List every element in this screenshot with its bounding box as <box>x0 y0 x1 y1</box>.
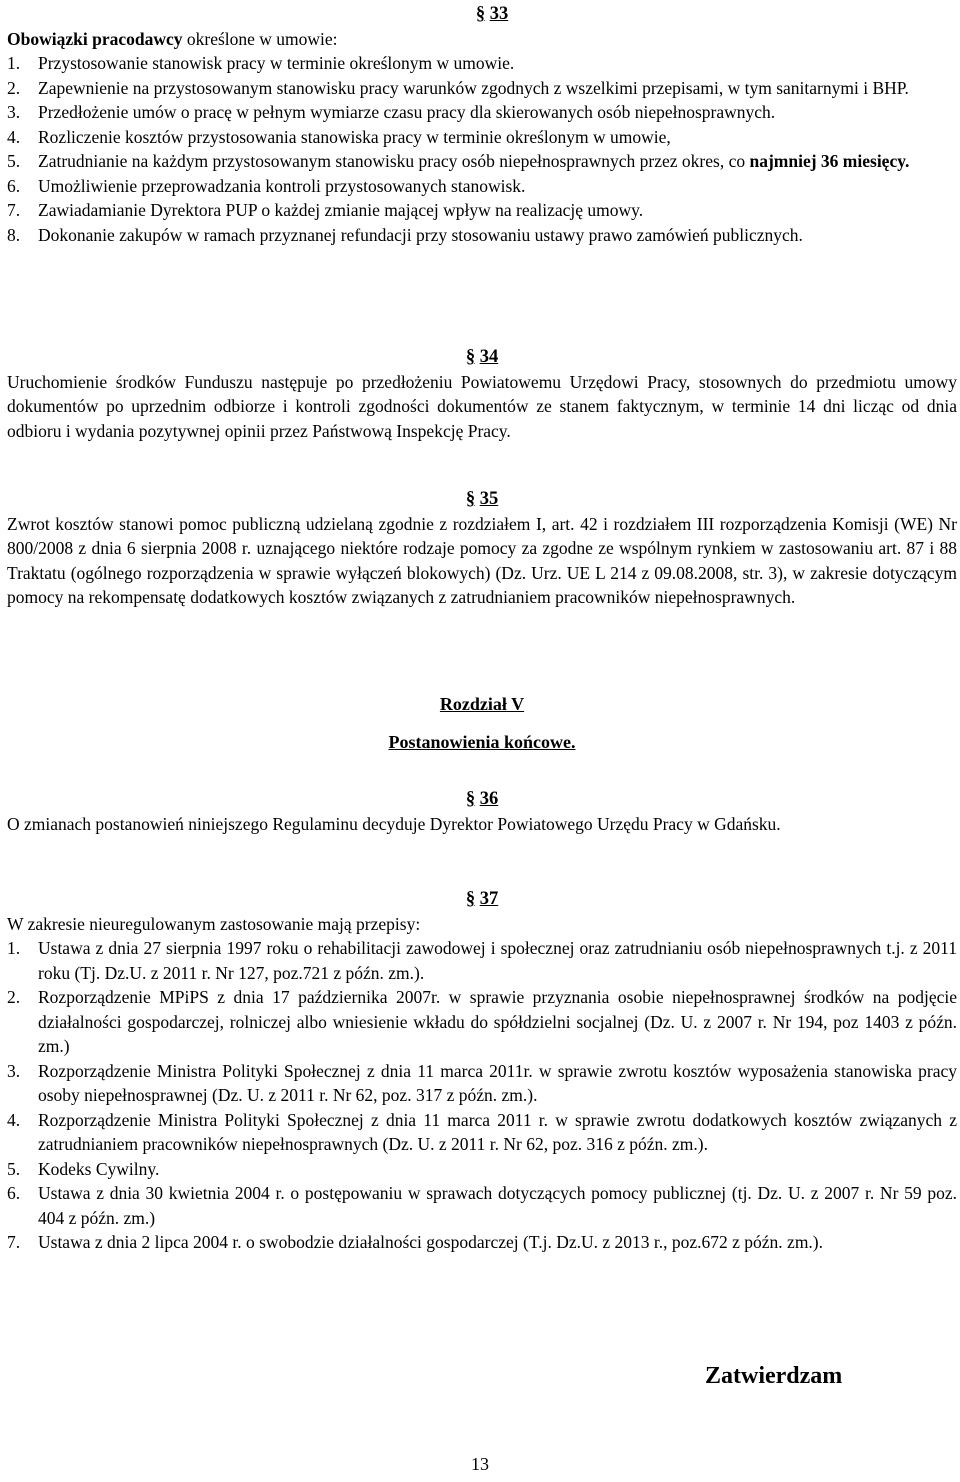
list-item <box>7 1230 957 1255</box>
list-item-text: Ustawa z dnia 2 lipca 2004 r. o swobodzie działalności gospodarczej (T.j. Dz.U. z 2013 r., poz.672 z późn. zm.). <box>38 1232 824 1252</box>
list-item-number: 3. <box>7 1060 21 1081</box>
page-number: 13 <box>471 1454 489 1474</box>
list-item <box>7 985 957 1059</box>
list-item <box>7 198 957 223</box>
list-item-number: 4. <box>7 126 21 147</box>
list-item-text: Rozporządzenie Ministra Polityki Społecznej z dnia 11 marca 2011 r. w sprawie zwrotu dodatkowych kosztów związanych z zatrudnianiem pracowników niepełnosprawnych (Dz. U. z 2011 r. Nr 62, poz. 316 z późn. zm.). <box>38 1109 957 1154</box>
list-item <box>7 174 957 199</box>
section-35 <box>7 487 957 610</box>
list-item-text: Ustawa z dnia 27 sierpnia 1997 roku o rehabilitacji zawodowej i społecznej oraz zatrudnianiu osób niepełnosprawnych t.j. z 2011 roku (Tj. Dz.U. z 2011 r. Nr 127, poz.721 z późn. zm.). <box>38 938 957 983</box>
list-item <box>7 936 957 985</box>
regulations-list <box>7 936 957 1255</box>
list-item-text: Ustawa z dnia 30 kwietnia 2004 r. o postępowaniu w sprawach dotyczących pomocy publicznej (tj. Dz. U. z 2007 r. Nr 59 poz. 404 z późn. zm.) <box>38 1183 957 1228</box>
section-36 <box>7 787 957 836</box>
list-item-number: 6. <box>7 1183 21 1203</box>
section-text: O zmianach postanowień niniejszego Regulaminu decyduje Dyrektor Powiatowego Urzędu Pracy w Gdańsku. <box>7 813 781 834</box>
list-item-text: Kodeks Cywilny. <box>38 1158 160 1179</box>
list-item-text: Umożliwienie przeprowadzania kontroli przystosowanych stanowisk. <box>38 175 526 196</box>
section-intro: W zakresie nieuregulowanym zastosowanie mają przepisy: <box>7 913 421 934</box>
list-item-number: 2. <box>7 987 21 1007</box>
list-item-number: 6. <box>7 175 21 196</box>
section-heading: § 33 <box>475 4 509 24</box>
list-item-text: Zapewnienie na przystosowanym stanowisku pracy warunków zgodnych z wszelkimi przepisami, w tym sanitarnymi i BHP. <box>38 77 909 98</box>
list-item <box>7 1157 957 1182</box>
list-item-text: Rozporządzenie MPiPS z dnia 17 października 2007r. w sprawie przyznania osobie niepełnosprawnej środków na podjęcie działalności gospodarczej, rolniczej albo wniesienie wkładu do spółdzielni socjalnej (Dz. U. z 2007 r. Nr 194, poz 1403 z późn. zm.) <box>38 987 957 1056</box>
list-item-text: Przystosowanie stanowisk pracy w terminie określonym w umowie. <box>38 53 515 73</box>
section-heading: § 35 <box>465 489 499 509</box>
section-heading: § 34 <box>465 347 499 367</box>
list-item-number: 5. <box>7 1158 21 1179</box>
list-item-number: 1. <box>7 938 21 958</box>
list-item-text: Przedłożenie umów o pracę w pełnym wymiarze czasu pracy dla skierowanych osób niepełnosprawnych. <box>38 102 776 122</box>
list-item <box>7 76 957 101</box>
section-33 <box>7 2 957 247</box>
section-text: Zwrot kosztów stanowi pomoc publiczną udzielaną zgodnie z rozdziałem I, art. 42 i rozdziałem III rozporządzenia Komisji (WE) Nr 800/2008 z dnia 6 sierpnia 2008 r. uznającego niektóre rodzaje pomocy za zgodne ze wspólnym rynkiem w zastosowaniu art. 87 i 88 Traktatu (ogólnego rozporządzenia w sprawie wyłączeń blokowych) (Dz. Urz. UE L 214 z 09.08.2008, str. 3), w zakresie dotyczącym pomocy na rekompensatę dodatkowych kosztów związanych z zatrudnianiem pracowników niepełnosprawnych. <box>7 513 957 607</box>
approval-label: Zatwierdzam <box>705 1363 843 1389</box>
paragraph-sign: § <box>465 789 476 809</box>
list-item-number: 8. <box>7 224 21 245</box>
list-item-number: 5. <box>7 151 21 171</box>
section-37 <box>7 887 957 1255</box>
list-item-number: 1. <box>7 53 21 73</box>
list-item <box>7 223 957 248</box>
list-item <box>7 51 957 76</box>
list-item-number: 2. <box>7 77 21 98</box>
paragraph-sign: § <box>475 4 486 24</box>
list-item-number: 7. <box>7 1232 21 1252</box>
section-34 <box>7 345 957 443</box>
list-item-text: Rozliczenie kosztów przystosowania stanowiska pracy w terminie określonym w umowie, <box>38 126 671 147</box>
chapter-title: Rozdział V <box>439 694 525 714</box>
obligations-list <box>7 51 957 247</box>
list-item-text: Zawiadamianie Dyrektora PUP o każdej zmianie mającej wpływ na realizację umowy. <box>38 200 644 220</box>
chapter-heading <box>7 692 957 754</box>
section-heading: § 36 <box>465 789 499 809</box>
paragraph-sign: § <box>465 889 476 909</box>
paragraph-sign: § <box>465 489 476 509</box>
list-item-text: Dokonanie zakupów w ramach przyznanej refundacji przy stosowaniu ustawy prawo zamówień publicznych. <box>38 224 803 245</box>
list-item <box>7 1181 957 1230</box>
list-item-text: Zatrudnianie na każdym przystosowanym stanowisku pracy osób niepełnosprawnych przez okres, co najmniej 36 miesięcy. <box>38 151 910 171</box>
list-item-number: 7. <box>7 200 21 220</box>
list-item <box>7 125 957 150</box>
list-item-text: Rozporządzenie Ministra Polityki Społecznej z dnia 11 marca 2011r. w sprawie zwrotu kosztów wyposażenia stanowiska pracy osoby niepełnosprawnej (Dz. U. z 2011 r. Nr 62, poz. 317 z późn. zm.). <box>38 1060 957 1105</box>
list-item <box>7 100 957 125</box>
section-heading: § 37 <box>465 889 499 909</box>
list-item-number: 3. <box>7 102 21 122</box>
section-text: Uruchomienie środków Funduszu następuje po przedłożeniu Powiatowemu Urzędowi Pracy, stosownych do przedmiotu umowy dokumentów po uprzednim odbiorze i kontroli zgodności dokumentów ze stanem faktycznym, w terminie 14 dni licząc od dnia odbioru i wydania pozytywnej opinii przez Państwową Inspekcję Pracy. <box>7 371 957 441</box>
list-item <box>7 1108 957 1157</box>
list-item <box>7 1059 957 1108</box>
chapter-subtitle: Postanowienia końcowe. <box>388 731 576 752</box>
paragraph-sign: § <box>465 347 476 367</box>
list-item-number: 4. <box>7 1109 21 1130</box>
list-item <box>7 149 957 174</box>
section-intro: Obowiązki pracodawcy określone w umowie: <box>7 28 338 49</box>
